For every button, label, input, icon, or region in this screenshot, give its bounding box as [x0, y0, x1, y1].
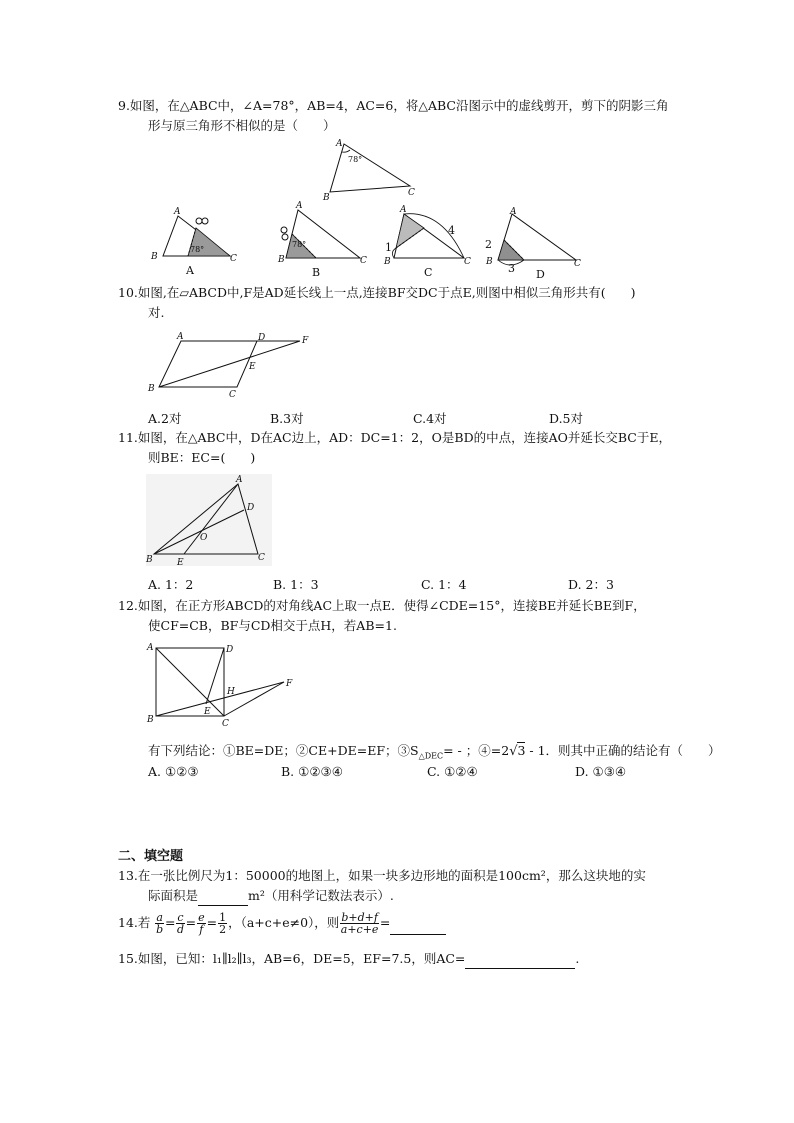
q12-label-c: C [222, 719, 229, 729]
q15-stem [118, 949, 579, 969]
q14-condition: ，（a+c+e≠0），则 [228, 915, 340, 930]
q9-stem [118, 96, 668, 136]
q12-label-a: A [147, 643, 154, 653]
q12-conclusion-mid: = - ；④=2 [443, 743, 510, 758]
q9-b-label-c: C [360, 256, 367, 266]
q15-text: 15.如图，已知：l₁∥l₂∥l₃，AB=6，DE=5，EF=7.5，则AC= [118, 951, 466, 966]
q9-a-angle: 78° [190, 245, 205, 254]
q12-conclusion-start: 有下列结论：①BE=DE；②CE+DE=EF；③S [148, 743, 419, 758]
q9-c-label-a: A [400, 205, 407, 215]
q9-a-label-b: B [151, 252, 158, 262]
q10-option-b[interactable]: B.3对 [270, 411, 304, 426]
q15-answer-blank[interactable] [465, 956, 575, 969]
q12-label-d: D [226, 645, 234, 655]
q12-stem [118, 596, 646, 636]
q12-option-c[interactable]: C. ①②④ [427, 764, 478, 779]
section-fill-in-title: 二、填空题 [118, 849, 184, 864]
q9-a-caption: A [186, 264, 194, 277]
q14-stem: 14.若 $\frac{a}{b}$ = $\frac{c}{d}$ = $\frac{e}{f}$ = $\frac{1}{2}$ ，（a+c+e≠0），则 $\frac{b+d+f}{a+c+e}$ = [118, 912, 446, 935]
q12-conclusion-end: - 1．则其中正确的结论有（ ） [525, 743, 721, 758]
q14-fraction-target: $\frac{b+d+f}{a+c+e}$ [340, 911, 379, 936]
q9-option-a-figure [148, 206, 238, 276]
q11-label-c: C [258, 553, 265, 563]
q9-option-d-figure [484, 206, 584, 281]
q10-option-d[interactable]: D.5对 [549, 411, 584, 426]
q12-option-b[interactable]: B. ①②③④ [281, 764, 343, 779]
q11-option-a[interactable]: A. 1：2 [148, 577, 194, 592]
q9-c-num1: 1 [385, 241, 392, 254]
q11-label-b: B [146, 555, 153, 565]
q11-line1: 11.如图，在△ABC中，D在AC边上，AD：DC=1：2，O是BD的中点，连接AO并延长交BC于E， [118, 430, 671, 445]
q9-a-label-a: A [174, 207, 181, 217]
q9-line1: 9.如图，在△ABC中，∠A=78°，AB=4，AC=6，将△ABC沿图示中的虚线剪开，剪下的阴影三角 [118, 98, 669, 113]
q9-main-label-c: C [408, 188, 415, 198]
q9-d-num1: 2 [485, 238, 492, 251]
q9-c-label-b: B [384, 257, 391, 267]
q9-line2: 形与原三角形不相似的是（ ） [148, 118, 336, 133]
q10-label-e: E [249, 362, 256, 372]
q11-stem [118, 428, 671, 468]
q12-square-figure [144, 642, 304, 734]
q10-label-d: D [258, 333, 266, 343]
q11-triangle-figure [146, 474, 276, 570]
q9-d-label-c: C [574, 259, 581, 269]
q11-option-b[interactable]: B. 1：3 [273, 577, 319, 592]
q10-line1: 10.如图,在▱ABCD中,F是AD延长线上一点,连接BF交DC于点E,则图中相似三角形共有( ) [118, 285, 636, 300]
q12-option-d[interactable]: D. ①③④ [575, 764, 627, 779]
q14-answer-blank[interactable] [390, 922, 446, 935]
q9-d-num2: 3 [508, 262, 515, 275]
q13-line2-post: m²（用科学记数法表示）. [248, 888, 394, 903]
q9-d-label-b: B [486, 257, 493, 267]
q13-stem [118, 866, 646, 906]
q10-option-a[interactable]: A.2对 [148, 411, 182, 426]
q12-conclusions: 有下列结论：①BE=DE；②CE+DE=EF；$③S_{\triangle DEC}=$ - ；④=2√3 - 1．则其中正确的结论有（ ） [148, 743, 721, 761]
q14-equals: = [379, 915, 391, 930]
q13-line2 [118, 886, 646, 906]
q15-end: . [575, 951, 580, 966]
q14-prefix: 14.若 [118, 915, 151, 930]
q10-label-f: F [302, 336, 309, 346]
q9-option-b-figure [278, 200, 378, 279]
q11-option-c[interactable]: C. 1：4 [421, 577, 467, 592]
q12-label-h: H [227, 687, 235, 697]
q12-label-b: B [147, 715, 154, 725]
q12-label-e: E [204, 707, 211, 717]
q9-main-label-b: B [323, 193, 330, 203]
q14-fraction-a-b: $\frac{a}{b}$ [156, 911, 164, 936]
q14-fraction-e-f: $\frac{e}{f}$ [198, 911, 205, 936]
q12-label-f: F [286, 679, 293, 689]
q9-main-triangle-figure [320, 136, 420, 202]
q9-c-caption: C [424, 266, 433, 279]
q9-b-label-a: A [296, 201, 303, 211]
q9-d-label-a: A [510, 207, 517, 217]
q9-a-label-c: C [230, 254, 237, 264]
q9-c-num2: 4 [448, 224, 455, 237]
q12-option-a[interactable]: A. ①②③ [148, 764, 199, 779]
q13-line1: 13.在一张比例尺为1：50000的地图上，如果一块多边形地的面积是100cm²，那么这块地的实 [118, 868, 646, 883]
q12-conclusion-sub: △DEC [418, 751, 444, 761]
q10-label-c: C [229, 390, 236, 400]
q9-option-c-figure [382, 204, 478, 279]
q14-fraction-half: $\frac{1}{2}$ [219, 911, 227, 936]
q10-line2: 对. [148, 305, 165, 320]
q12-line2: 使CF=CB，BF与CD相交于点H，若AB=1. [148, 618, 397, 633]
q12-line1: 12.如图，在正方形ABCD的对角线AC上取一点E．使得∠CDE=15°，连接BE并延长BE到F， [118, 598, 646, 613]
q10-label-b: B [148, 384, 155, 394]
q14-fraction-c-d: $\frac{c}{d}$ [176, 911, 185, 936]
q10-parallelogram-figure [145, 333, 315, 401]
q9-b-caption: B [312, 266, 321, 279]
q11-option-d[interactable]: D. 2：3 [568, 577, 614, 592]
q9-d-caption: D [536, 268, 545, 281]
q9-main-label-a: A [336, 139, 343, 149]
q9-c-label-c: C [464, 257, 471, 267]
q11-label-o: O [200, 533, 208, 543]
q11-label-a: A [236, 475, 243, 485]
q10-option-c[interactable]: C.4对 [413, 411, 447, 426]
q13-answer-blank[interactable] [198, 893, 248, 906]
q9-b-angle: 78° [292, 240, 307, 249]
q11-label-d: D [247, 503, 255, 513]
q12-conclusion-root: 3 [517, 743, 526, 758]
q10-stem [118, 283, 635, 323]
q9-b-label-b: B [278, 255, 285, 265]
q9-main-angle: 78° [348, 155, 363, 164]
q13-line2-pre: 际面积是 [148, 888, 199, 903]
q11-line2: 则BE：EC=( ) [148, 450, 256, 465]
q10-label-a: A [177, 332, 184, 342]
q11-label-e: E [177, 558, 184, 568]
